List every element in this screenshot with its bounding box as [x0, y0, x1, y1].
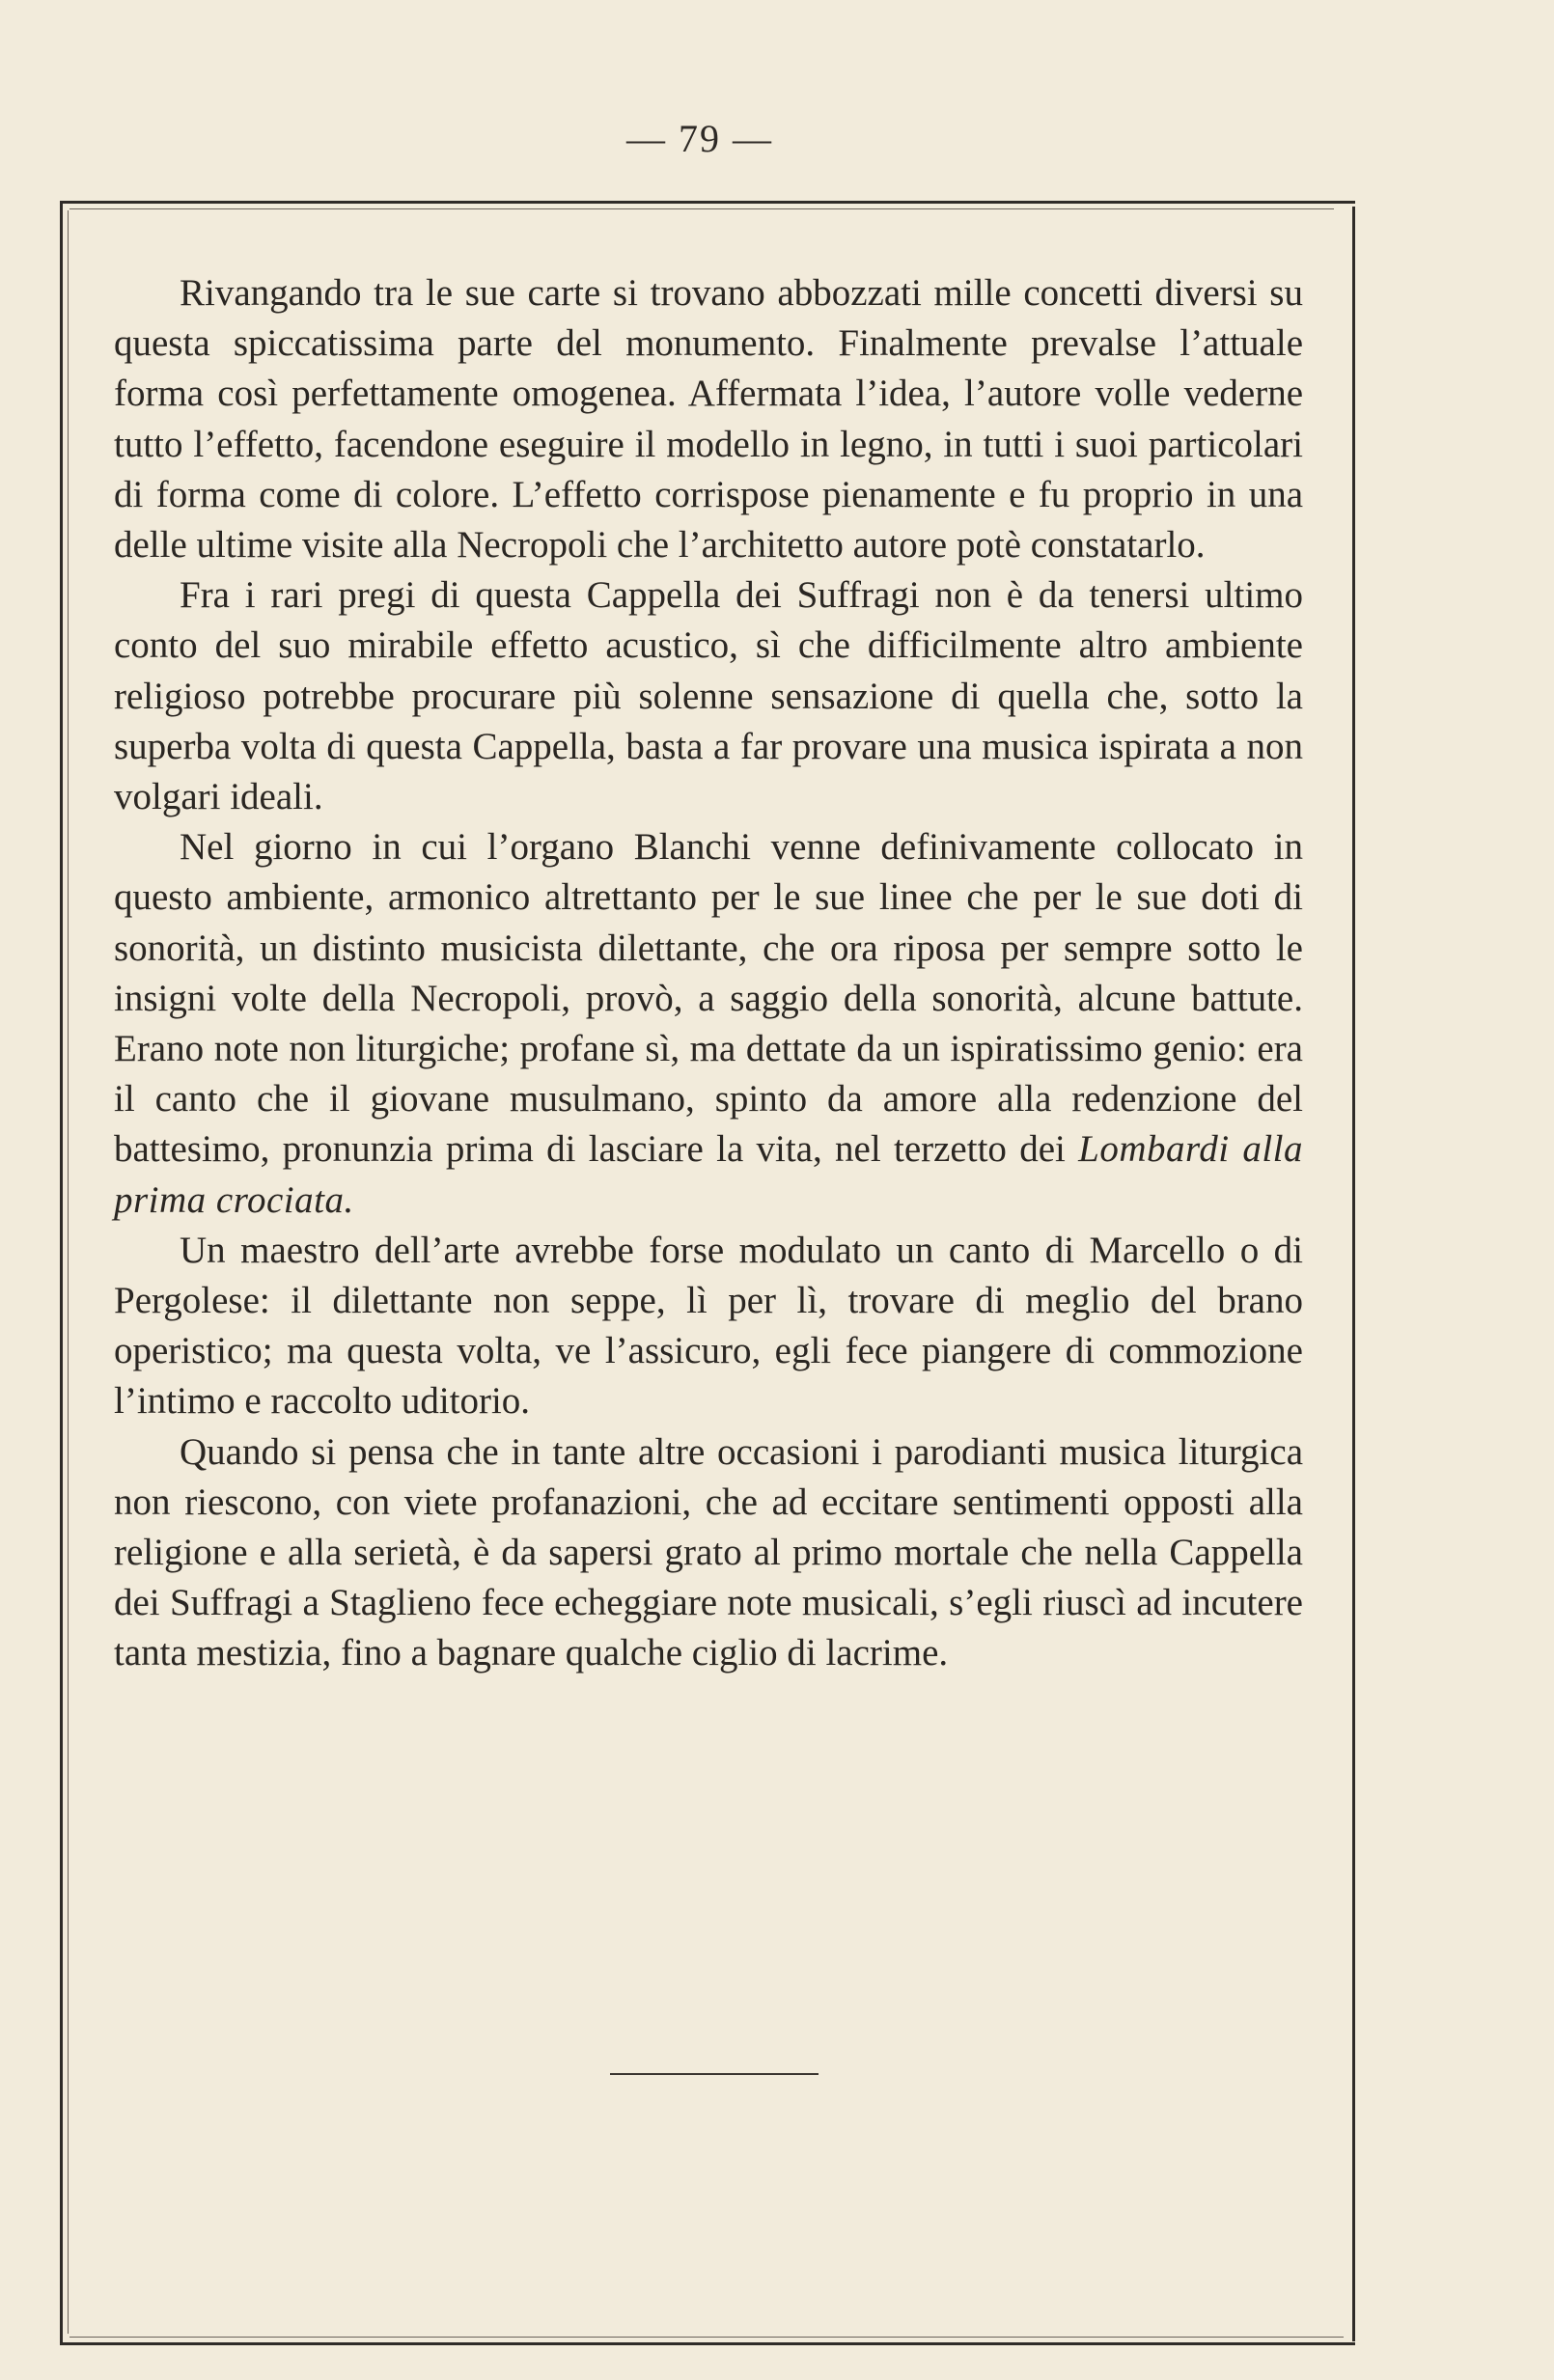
frame-left-rule [60, 201, 63, 2345]
paragraph-5: Quando si pensa che in tante altre occasioni i parodianti musica liturgica non riescono, con viete profanazioni, che ad eccitare sentimenti opposti alla religione e alla serietà, è da sapersi grato al primo mortale che nella Cappella dei Suffragi a Staglieno fece echeggiare note musicali, s’egli riuscì ad incutere tanta mestizia, fino a bagnare qualche ciglio di lacrime. [114, 1430, 1303, 1674]
frame-right-rule [1352, 207, 1355, 2341]
paragraph-4: Un maestro dell’arte avrebbe forse modulato un canto di Marcello o di Pergolese: il dilettante non seppe, lì per lì, trovare di meglio del brano operistico; ma questa volta, ve l’assicuro, egli fece piangere di commozione l’intimo e raccolto uditorio. [114, 1229, 1303, 1423]
paragraph-1: Rivangando tra le sue carte si trovano abbozzati mille concetti diversi su questa spiccatissima parte del monumento. Finalmente prevalse l’attuale forma così perfettamente omogenea. Affermata l’idea, l’autore volle vederne tutto l’effetto, facendone eseguire il modello in legno, in tutti i suoi particolari di forma come di colore. L’effetto corrispose pienamente e fu proprio in una delle ultime visite alla Necropoli che l’architetto autore potè constatarlo. [114, 272, 1303, 567]
paragraph-3-text: Nel giorno in cui l’organo Blanchi venne definivamente collocato in questo ambiente, armonico altrettanto per le sue linee che per le sue doti di sonorità, un distinto musicista dilettante, che ora riposa per sempre sotto le insigni volte della Necropoli, provò, a saggio della sonorità, alcune battute. Erano note non liturgiche; profane sì, ma dettate da un ispiratissimo genio: era il canto che il giovane musulmano, spinto da amore alla redenzione del battesimo, pronunzia prima di lasciare la vita, nel terzetto dei [114, 826, 1303, 1171]
paragraph-2: Fra i rari pregi di questa Cappella dei Suffragi non è da tenersi ultimo conto del suo mirabile effetto acustico, sì che difficilmente altro ambiente religioso potrebbe procurare più solenne sensazione di quella che, sotto la superba volta di questa Cappella, basta a far provare una musica ispirata a non volgari ideali. [114, 574, 1303, 818]
frame-bottom-inner-rule [69, 2337, 1344, 2338]
frame-top-inner-rule [69, 208, 1334, 209]
section-end-rule [610, 2073, 819, 2075]
body-text [114, 268, 1303, 1679]
frame-left-inner-rule [68, 210, 69, 2334]
page-number: — 79 — [626, 117, 773, 160]
frame-top-rule [60, 201, 1355, 204]
opera-title: Lombardi alla prima crociata. [114, 1128, 1303, 1221]
frame-bottom-rule [60, 2342, 1355, 2345]
paragraph-3 [114, 822, 1303, 1226]
